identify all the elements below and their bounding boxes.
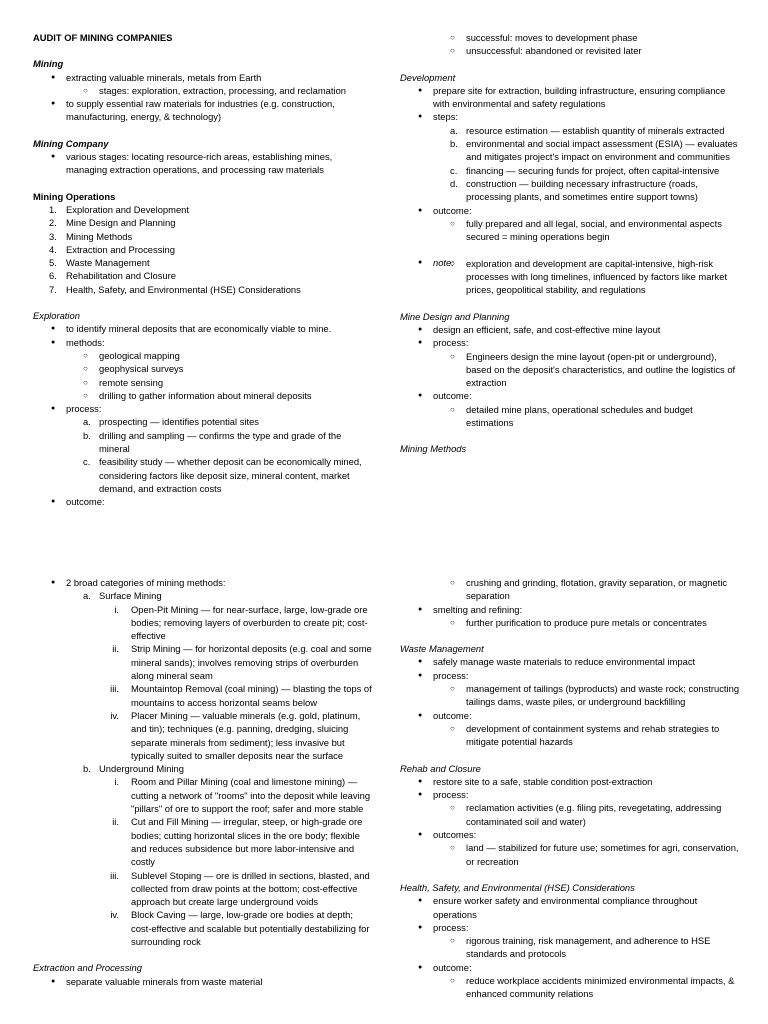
list-item: ● outcomes: ○ land — stabilized for future use; sometimes for agri, conservation, or recreation (400, 828, 740, 868)
list-item: ○ fully prepared and all legal, social, and environmental aspects secured = mining operations begin (400, 217, 740, 244)
list-item: ● outcome: (33, 495, 373, 508)
list-item: 3. Mining Methods (49, 230, 133, 242)
list-item: ii. Strip Mining — for horizontal deposits (e.g. coal and some mineral sands); involves removing strips of overburden along mineral seam (112, 643, 372, 682)
list-item: iii. Mountaintop Removal (coal mining) — blasting the tops of mountains to access horizontal seams below (110, 683, 372, 708)
list-item: ○ unsuccessful: abandoned or revisited later (400, 44, 740, 57)
development-heading: Development (400, 71, 456, 83)
smelting-list (400, 603, 740, 630)
mining-methods-heading: Mining Methods (400, 443, 467, 455)
list-item: 1. Exploration and Development (49, 203, 189, 215)
list-item: ● process: ○ Engineers design the mine layout (open-pit or underground), based on the deposit's characteristics, and outline the logistics of extraction (400, 336, 740, 389)
list-item: c. financing — securing funds for project, often capital-intensive (450, 164, 720, 176)
list-item: 2. Mine Design and Planning (49, 217, 176, 229)
list-item: 5. Waste Management (49, 257, 150, 269)
list-item: ● separate valuable minerals from waste material (33, 975, 373, 988)
list-item: ○ land — stabilized for future use; sometimes for agri, conservation, or recreation (400, 841, 740, 868)
list-item: ● safely manage waste materials to reduce environmental impact (400, 655, 740, 668)
list-item: ○ reduce workplace accidents minimized environmental impacts, & enhanced community relations (400, 974, 740, 1001)
list-item: b. drilling and sampling — confirms the type and grade of the mineral (83, 429, 342, 455)
list-item: ○ successful: moves to development phase (400, 31, 740, 44)
document-title: AUDIT OF MINING COMPANIES (33, 32, 173, 43)
list-item: ● note: ○ exploration and development are capital-intensive, high-risk processes with long timelines, influenced by factors like market prices, geopolitical stability, and regulations (400, 256, 740, 296)
list-item: ○ Engineers design the mine layout (open-pit or underground), based on the deposit's characteristics, and outline the logistics of extraction (400, 350, 740, 390)
list-item: ○ management of tailings (byproducts) and waste rock; constructing tailings dams, waste piles, or underground backfilling (400, 682, 740, 709)
hse-heading: Health, Safety, and Environmental (HSE) Considerations (400, 881, 635, 893)
list-item: ● process: a. prospecting — identifies potential sites b. drilling and sampling — confirms the type and grade of the mineral c. feasibility study — whether deposit can be economically mined, considering factors like deposit size, mineral content, market demand, and extraction costs (33, 402, 373, 495)
bottom-right-column (400, 576, 740, 1001)
list-item: ○ reclamation activities (e.g. filing pits, revegetating, addressing contaminated soil and water) (400, 801, 740, 828)
list-item: ● outcome: ○ fully prepared and all legal, social, and environmental aspects secured = mining operations begin (400, 204, 740, 244)
exploration-heading: Exploration (33, 310, 80, 322)
list-item: ○ geophysical surveys (33, 362, 373, 375)
exploration-outcome-list (400, 31, 740, 58)
list-item: a. prospecting — identifies potential sites (83, 416, 259, 428)
list-item: ● process: ○ rigorous training, risk management, and adherence to HSE standards and protocols (400, 921, 740, 961)
list-item: ● various stages: locating resource-rich areas, establishing mines, managing extraction operations, and processing raw materials (33, 150, 373, 177)
list-item: ● restore site to a safe, stable condition post-extraction (400, 775, 740, 788)
exploration-list (33, 322, 373, 508)
list-item: 4. Extraction and Processing (49, 243, 175, 255)
list-item: ● ensure worker safety and environmental compliance throughout operations (400, 894, 740, 921)
mining-heading: Mining (33, 58, 64, 70)
hse-list (400, 894, 740, 1000)
list-item: d. construction — building necessary infrastructure (roads, processing plants, and sometimes entire support towns) (450, 177, 698, 203)
list-item: ○ detailed mine plans, operational schedules and budget estimations (400, 403, 740, 430)
list-item: ○ further purification to produce pure metals or concentrates (400, 616, 740, 629)
mining-company-heading: Mining Company (33, 137, 109, 149)
rehab-closure-list (400, 775, 740, 868)
list-item: ○ rigorous training, risk management, and adherence to HSE standards and protocols (400, 934, 740, 961)
list-item: ● steps: a. resource estimation — establish quantity of minerals extracted b. environmental and social impact assessment (ESIA) — evaluates and mitigates project's impact on environment and communities c. financing — securing funds for project, often capital-intensive d. construction — building necessary infrastructure (roads, processing plants, and sometimes entire support towns) (400, 110, 740, 203)
extraction-heading: Extraction and Processing (33, 962, 142, 974)
list-item: ○ development of containment systems and rehab strategies to mitigate potential hazards (400, 722, 740, 749)
list-item: ○ crushing and grinding, flotation, gravity separation, or magnetic separation (400, 576, 740, 603)
mining-operations-heading: Mining Operations (33, 190, 116, 202)
list-item: i. Open-Pit Mining — for near-surface, large, low-grade ore bodies; removing layers of overburden to create pit; cost-effective (114, 603, 368, 642)
list-item: ● extracting valuable minerals, metals from Earth ○ stages: exploration, extraction, processing, and reclamation (33, 71, 373, 98)
bottom-left-column (33, 576, 373, 988)
list-item: ○ geological mapping (33, 349, 373, 362)
mining-list (33, 71, 373, 124)
list-item: ● methods: ○ geological mapping ○ geophysical surveys ○ remote sensing ○ drilling to gather information about mineral deposits (33, 336, 373, 402)
processing-list (400, 576, 740, 603)
list-item: ● to supply essential raw materials for industries (e.g. construction, manufacturing, energy, & technology) (33, 97, 373, 124)
list-item: c. feasibility study — whether deposit can be economically mined, considering factors like deposit size, mineral content, market demand, and extraction costs (83, 456, 362, 494)
mining-methods-list (33, 576, 373, 948)
waste-management-list (400, 655, 740, 748)
extraction-list (33, 975, 373, 988)
list-item: ● outcome: ○ reduce workplace accidents minimized environmental impacts, & enhanced community relations (400, 961, 740, 1001)
list-item: a. Surface Mining i. Open-Pit Mining — for near-surface, large, low-grade ore bodies; removing layers of overburden to create pit; cost-effective ii. Strip Mining — for horizontal deposits (e.g. coal and some mineral sands); involves removing strips of overburden along mineral seam iii. Mountaintop Removal (coal mining) — blasting the tops of mountains to access horizontal seams below iv. Placer Mining — valuable minerals (e.g. gold, platinum, and tin); techniques (e.g. panning, dredging, sluicing separate minerals from sediment); less invasive but typically suited to smaller deposits near the surface (33, 589, 373, 762)
list-item: b. Underground Mining i. Room and Pillar Mining (coal and limestone mining) — cutting a network of "rooms" into the deposit while leaving "pillars" of ore to support the roof; safer and more stable ii. Cut and Fill Mining — irregular, steep, or high-grade ore bodies; cutting horizontal slices in the ore body; flexible and reduces subsidence but more labor-intensive and costly iii. Sublevel Stoping — ore is drilled in sections, blasted, and collected from draw points at the bottom; cost-effective approach but create large underground voids iv. Block Caving — large, low-grade ore bodies at depth; cost-effective and scalable but potentially destabilizing for surrounding rock (33, 762, 373, 948)
list-item: b. environmental and social impact assessment (ESIA) — evaluates and mitigates project's impact on environment and communities (450, 138, 738, 163)
list-item: ● design an efficient, safe, and cost-effective mine layout (400, 323, 740, 336)
list-item: ● outcome: ○ development of containment systems and rehab strategies to mitigate potential hazards (400, 709, 740, 749)
list-item: ○ drilling to gather information about mineral deposits (33, 389, 373, 402)
list-item: ● process: ○ reclamation activities (e.g. filing pits, revegetating, addressing contaminated soil and water) (400, 788, 740, 828)
list-item: ● prepare site for extraction, building infrastructure, ensuring compliance with environmental and safety regulations (400, 84, 740, 111)
list-item: ● process: ○ management of tailings (byproducts) and waste rock; constructing tailings dams, waste piles, or underground backfilling (400, 669, 740, 709)
list-item: ii. Cut and Fill Mining — irregular, steep, or high-grade ore bodies; cutting horizontal slices in the ore body; flexible and reduces subsidence but more labor-intensive and costly (112, 816, 363, 868)
list-item: 6. Rehabilitation and Closure (49, 270, 176, 282)
list-item: a. resource estimation — establish quantity of minerals extracted (450, 124, 725, 136)
waste-management-heading: Waste Management (400, 643, 484, 655)
list-item: ○ exploration and development are capital-intensive, high-risk processes with long timelines, influenced by factors like market prices, geopolitical stability, and regulations (400, 257, 740, 297)
list-item: ● outcome: ○ detailed mine plans, operational schedules and budget estimations (400, 389, 740, 429)
rehab-closure-heading: Rehab and Closure (400, 762, 481, 774)
list-item: iii. Sublevel Stoping — ore is drilled in sections, blasted, and collected from draw points at the bottom; cost-effective approach but create large underground voids (110, 869, 370, 908)
mine-design-list (400, 323, 740, 429)
list-item: iv. Placer Mining — valuable minerals (e.g. gold, platinum, and tin); techniques (e.g. panning, dredging, sluicing separate minerals from sediment); less invasive but typically suited to smaller deposits near the surface (110, 709, 361, 761)
mine-design-heading: Mine Design and Planning (400, 310, 510, 322)
mining-company-list (33, 150, 373, 177)
top-left-column (33, 31, 373, 509)
mining-operations-list (33, 203, 373, 296)
list-item: ● to identify mineral deposits that are economically viable to mine. (33, 322, 373, 335)
list-item: ● smelting and refining: ○ further purification to produce pure metals or concentrates (400, 603, 740, 630)
list-item: ○ remote sensing (33, 376, 373, 389)
list-item: i. Room and Pillar Mining (coal and limestone mining) — cutting a network of "rooms" into the deposit while leaving "pillars" of ore to support the roof; safer and more stable (114, 776, 371, 815)
top-right-column (400, 31, 740, 456)
development-list (400, 84, 740, 297)
list-item: iv. Block Caving — large, low-grade ore bodies at depth; cost-effective and scalable but potentially destabilizing for surrounding rock (110, 909, 370, 948)
list-item: ○ stages: exploration, extraction, processing, and reclamation (33, 84, 373, 97)
list-item: ● 2 broad categories of mining methods: a. Surface Mining i. Open-Pit Mining — for near-surface, large, low-grade ore bodies; removing layers of overburden to create pit; cost-effective ii. Strip Mining — for horizontal deposits (e.g. coal and some mineral sands); involves removing strips of overburden along mineral seam iii. Mountaintop Removal (coal mining) — blasting the tops of mountains to access horizontal seams below iv. Placer Mining — valuable minerals (e.g. gold, platinum, and tin); techniques (e.g. panning, dredging, sluicing separate minerals from sediment); less invasive but typically suited to smaller deposits near the surface b. Underground Mining i. Room and Pillar Mining (coal and limestone mining) — cutting a network of "rooms" into the deposit while leaving "pillars" of ore to support the roof; safer and more stable ii. Cut and Fill Mining — irregular, steep, or high-grade ore bodies; cutting horizontal slices in the ore body; flexible and reduces subsidence but more labor-intensive and costly iii. Sublevel Stoping — ore is drilled in sections, blasted, and collected from draw points at the bottom; cost-effective approach but create large underground voids iv. Block Caving — large, low-grade ore bodies at depth; cost-effective and scalable but potentially destabilizing for surrounding rock (33, 576, 373, 948)
list-item: 7. Health, Safety, and Environmental (HSE) Considerations (49, 283, 301, 295)
